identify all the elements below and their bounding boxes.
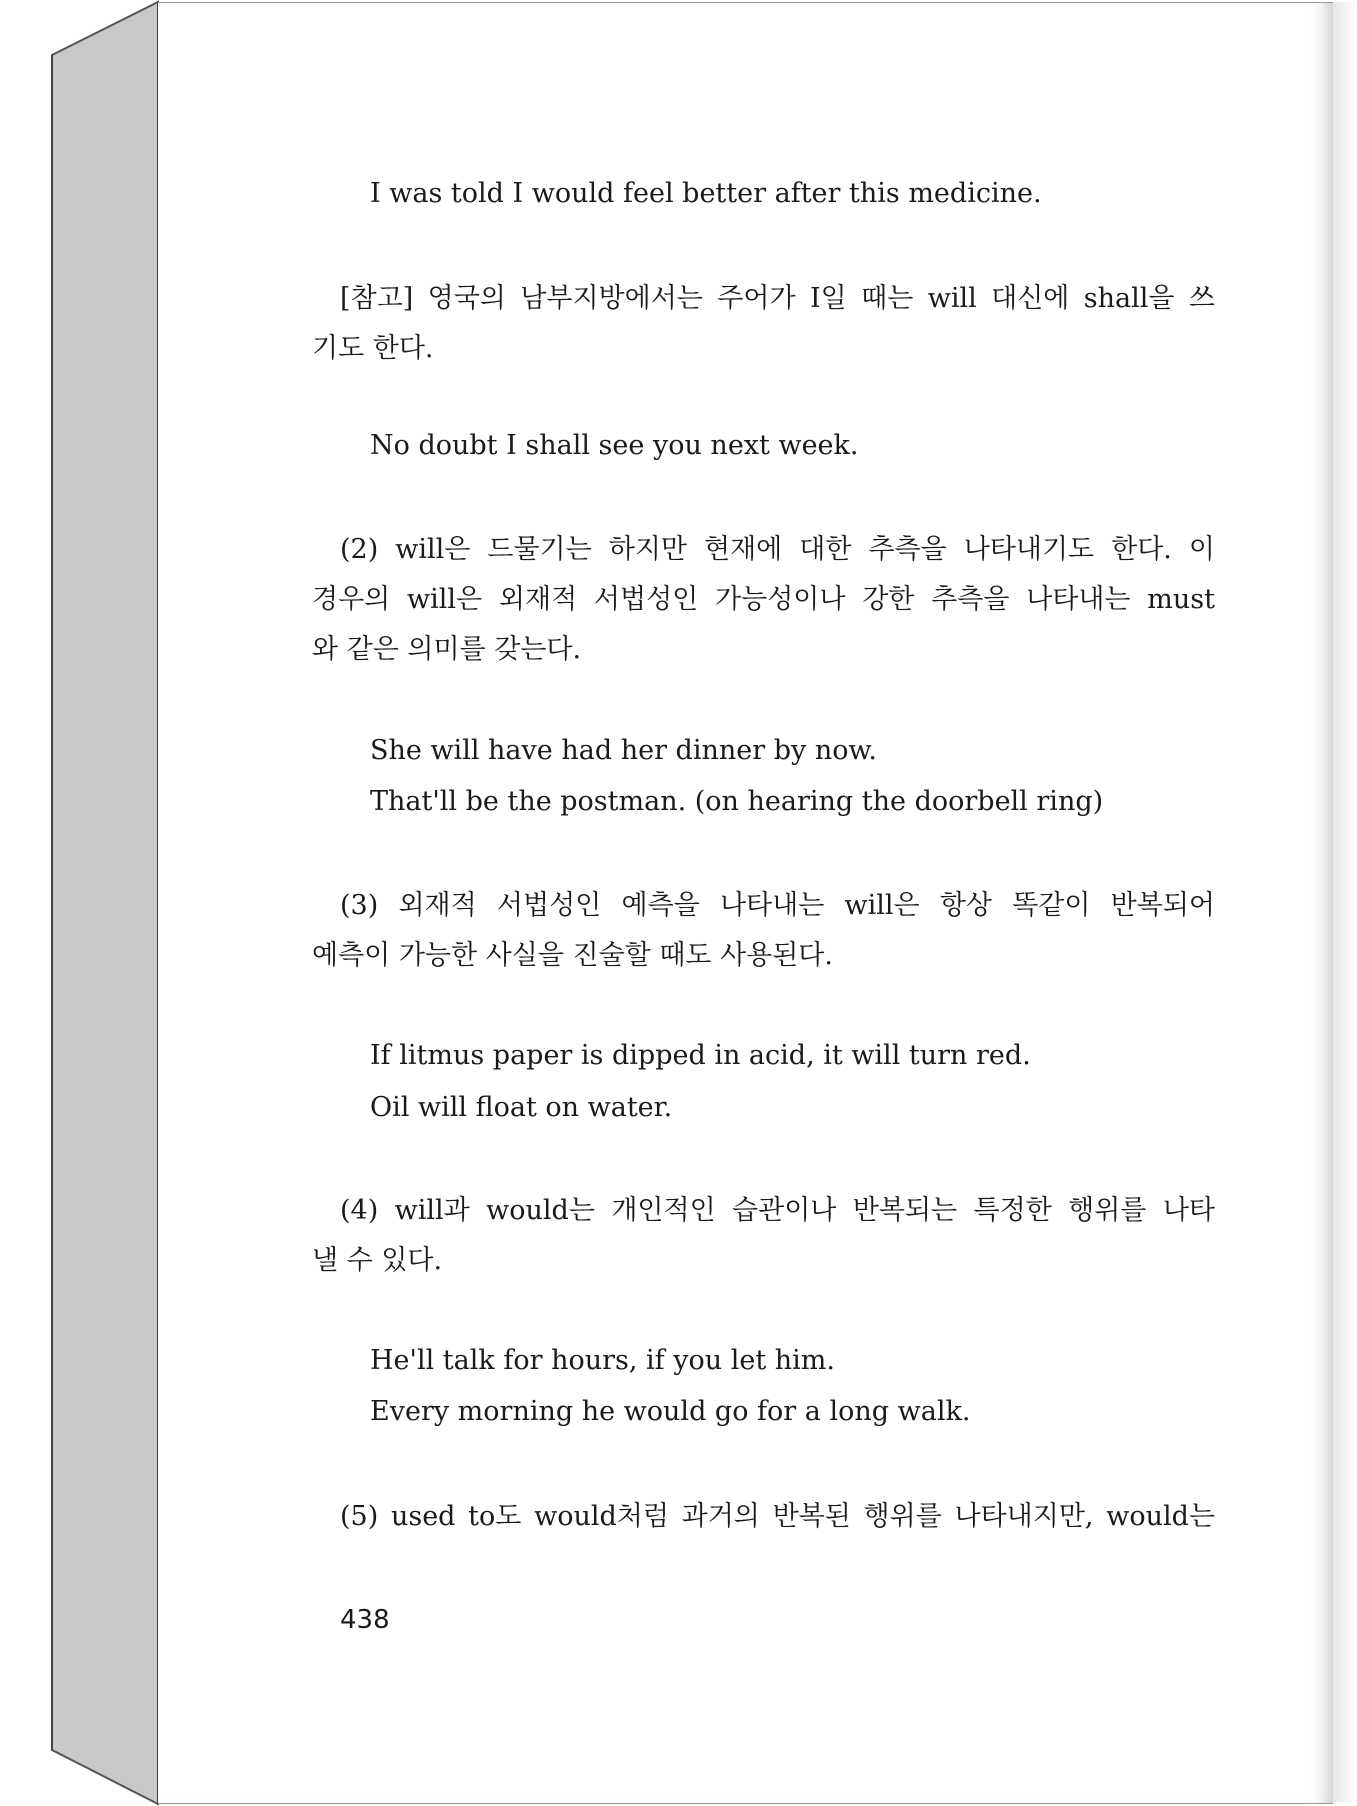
note-line: [참고] 영국의 남부지방에서는 주어가 I일 때는 will 대신에 shall을 쓰 [340,283,1215,314]
example-sentence: He'll talk for hours, if you let him. [370,1345,835,1376]
paragraph-line: 와 같은 의미를 갖는다. [312,634,582,665]
example-sentence: No doubt I shall see you next week. [370,430,859,461]
paragraph-line: 낼 수 있다. [312,1245,443,1276]
paragraph-line: (2) will은 드물기는 하지만 현재에 대한 추측을 나타내기도 한다. 이 [340,534,1215,565]
example-sentence: She will have had her dinner by now. [370,735,877,766]
book-spine [0,0,160,1806]
example-sentence: That'll be the postman. (on hearing the doorbell ring) [370,786,1104,817]
example-sentence: If litmus paper is dipped in acid, it will turn red. [370,1040,1031,1071]
example-sentence: Oil will float on water. [370,1092,673,1123]
page-edge-shadow [1333,2,1357,1802]
paragraph-line: 경우의 will은 외재적 서법성인 가능성이나 강한 추측을 나타내는 must [312,584,1215,615]
page-number: 438 [340,1605,390,1635]
paragraph-line: (3) 외재적 서법성인 예측을 나타내는 will은 항상 똑같이 반복되어 [340,890,1215,921]
paragraph-line: (5) used to도 would처럼 과거의 반복된 행위를 나타내지만, would는 [340,1501,1215,1532]
paragraph-line: 예측이 가능한 사실을 진술할 때도 사용된다. [312,940,833,971]
note-line: 기도 한다. [312,333,434,364]
example-sentence: Every morning he would go for a long walk. [370,1396,971,1427]
example-sentence: I was told I would feel better after this medicine. [370,178,1042,209]
paragraph-line: (4) will과 would는 개인적인 습관이나 반복되는 특정한 행위를 나타 [340,1195,1215,1226]
